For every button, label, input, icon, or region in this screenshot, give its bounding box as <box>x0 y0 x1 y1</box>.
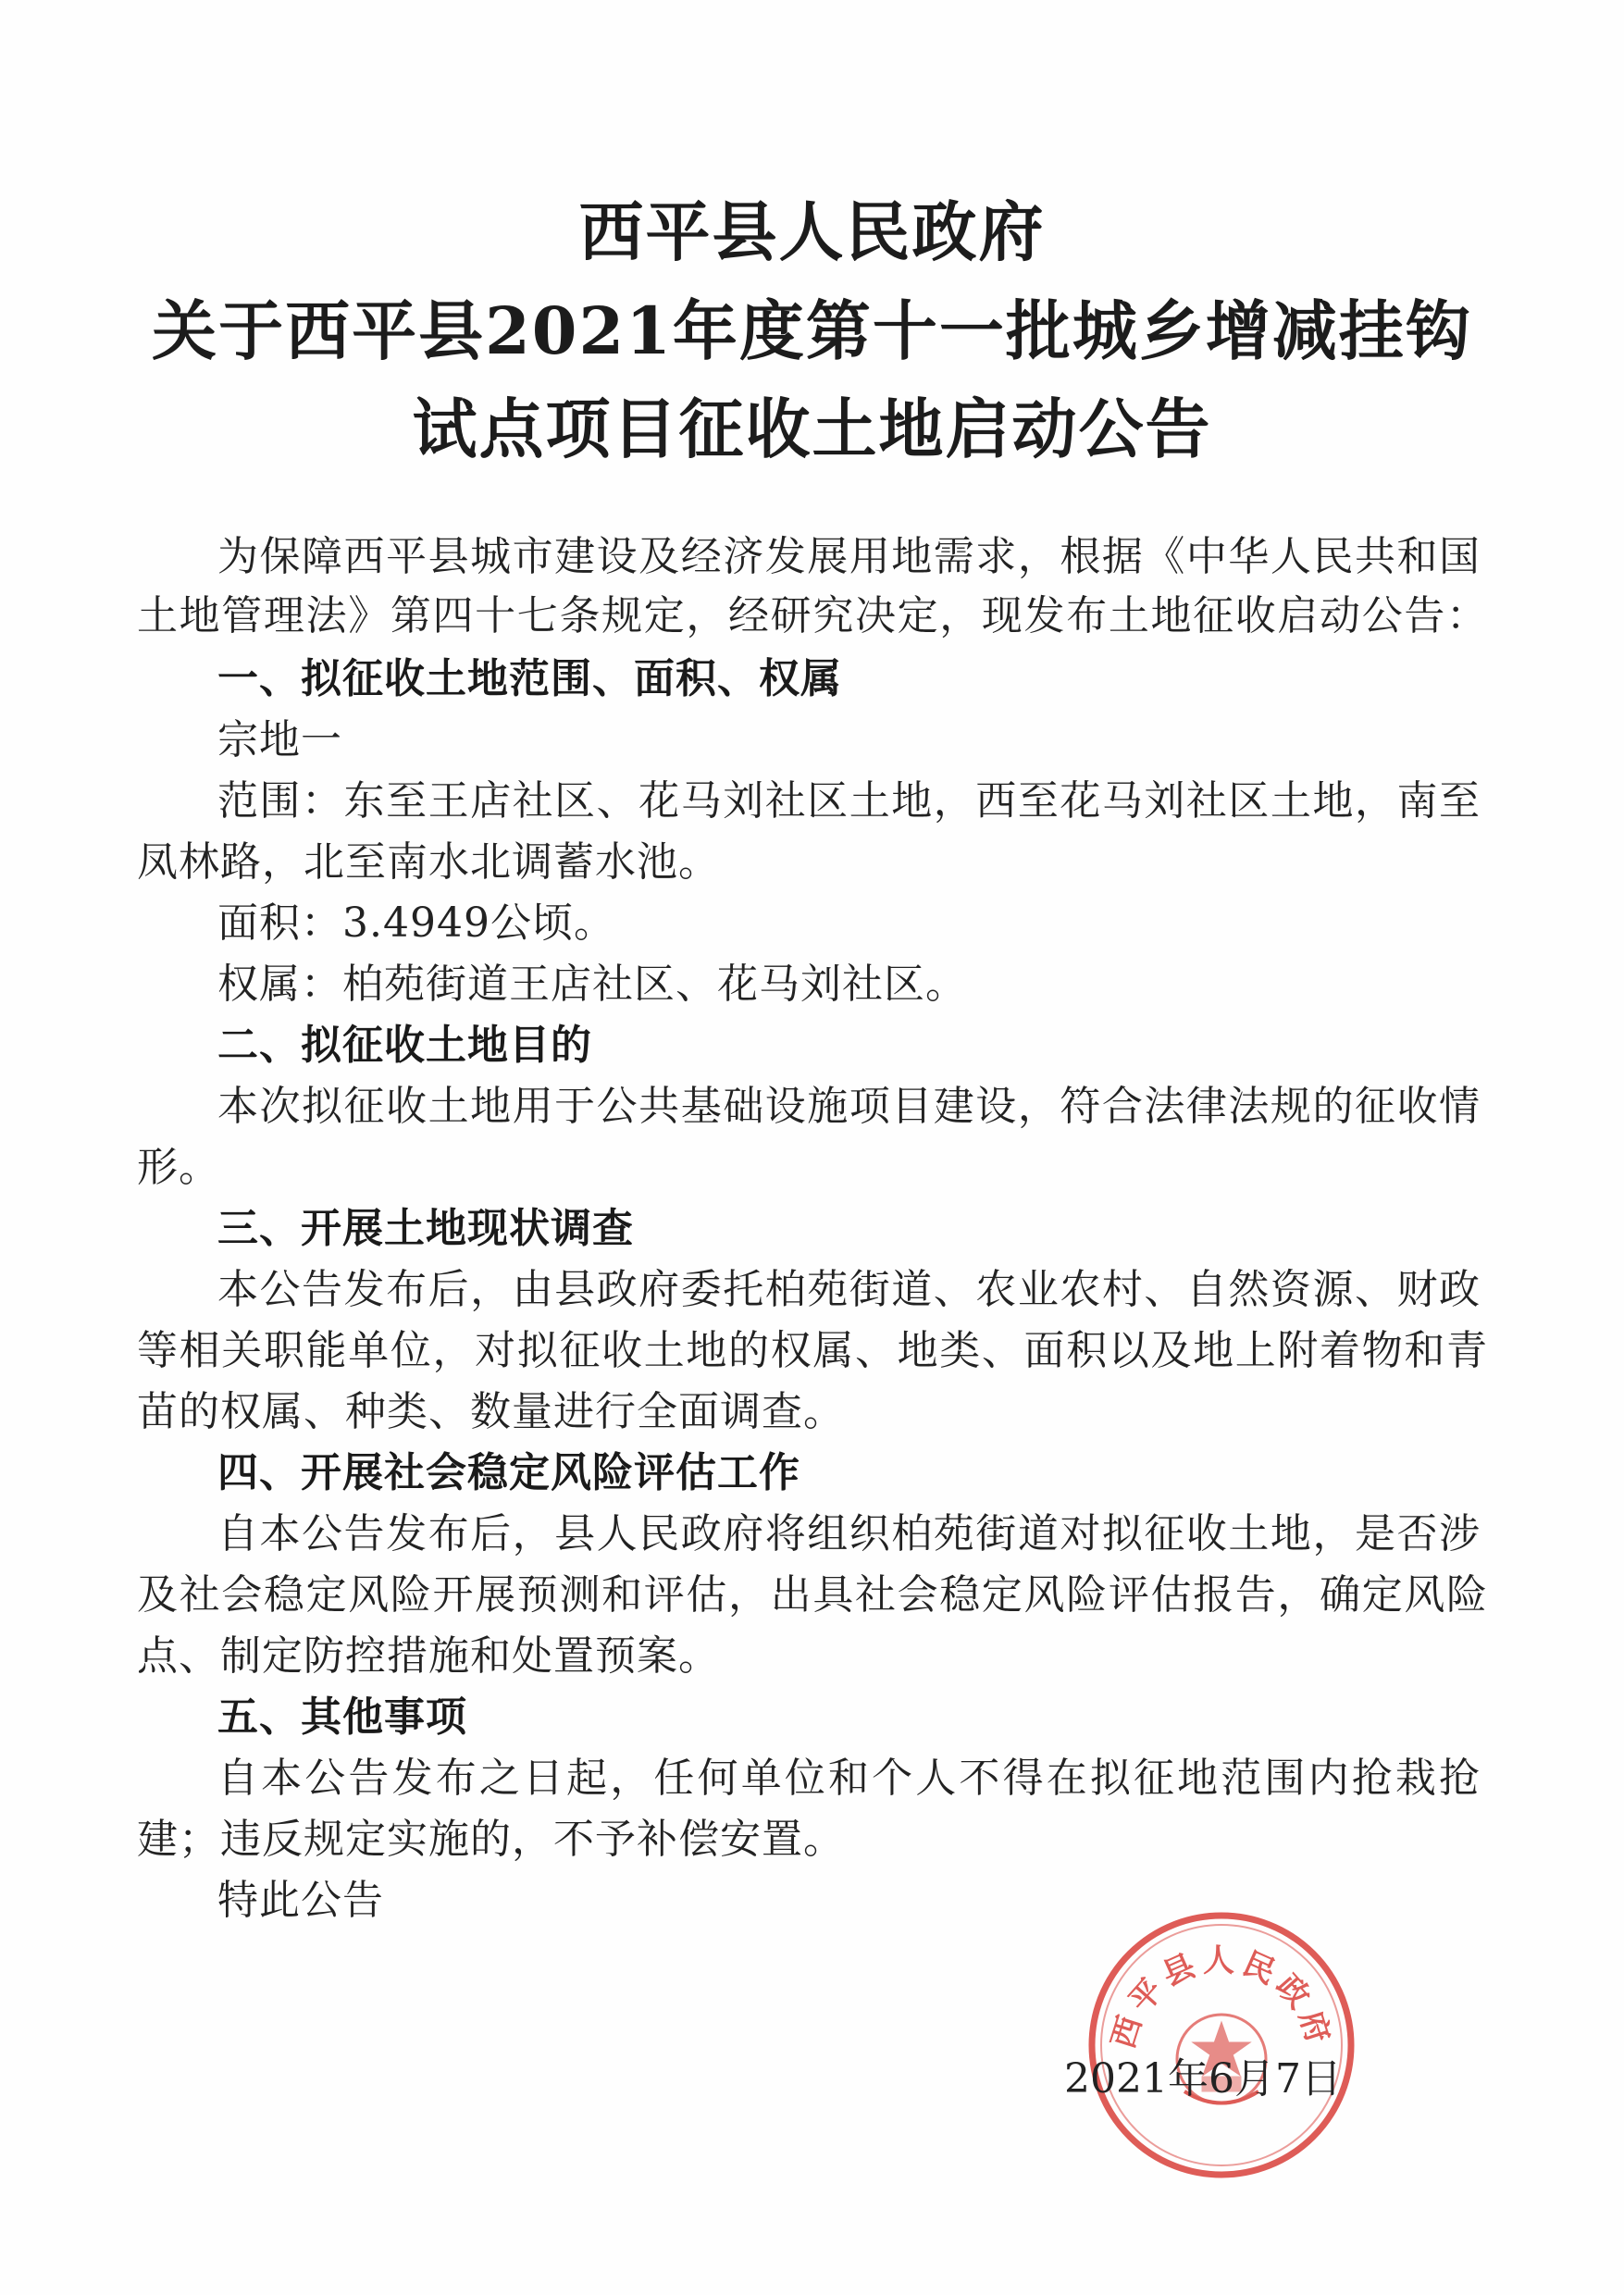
risk-line-2: 及社会稳定风险开展预测和评估，出具社会稳定风险评估报告，确定风险 <box>137 1571 1488 1619</box>
other-line-2: 建；违反规定实施的，不予补偿安置。 <box>137 1816 845 1863</box>
survey-line-3: 苗的权属、种类、数量进行全面调查。 <box>137 1388 845 1435</box>
risk-line-3: 点、制定防控措施和处置预案。 <box>137 1632 720 1680</box>
purpose-line-2: 形。 <box>137 1144 220 1191</box>
survey-line-2: 等相关职能单位，对拟征收土地的权属、地类、面积以及地上附着物和青 <box>137 1327 1488 1374</box>
plot-label: 宗地一 <box>217 716 342 763</box>
title-line-3: 试点项目征收土地启动公告 <box>412 391 1212 467</box>
purpose-line-1: 本次拟征收土地用于公共基础设施项目建设，符合法律法规的征收情 <box>217 1083 1481 1130</box>
other-line-1: 自本公告发布之日起，任何单位和个人不得在拟征地范围内抢栽抢 <box>217 1755 1481 1802</box>
closing-text: 特此公告 <box>217 1877 384 1924</box>
section-4-heading: 四、开展社会稳定风险评估工作 <box>217 1449 800 1496</box>
risk-line-1: 自本公告发布后，县人民政府将组织柏苑街道对拟征收土地，是否涉 <box>217 1510 1481 1557</box>
issue-date: 2021年6月7日 <box>1064 2055 1342 2103</box>
intro-line-1: 为保障西平县城市建设及经济发展用地需求，根据《中华人民共和国 <box>217 533 1481 580</box>
ownership-line: 权属：柏苑街道王店社区、花马刘社区。 <box>217 961 967 1008</box>
intro-line-2: 土地管理法》第四十七条规定，经研究决定，现发布土地征收启动公告： <box>137 592 1488 639</box>
area-line: 面积：3.4949公顷。 <box>217 899 615 947</box>
seal-text: 西平县人民政府 <box>1104 1942 1339 2053</box>
section-5-heading: 五、其他事项 <box>217 1693 467 1741</box>
range-line-1: 范围：东至王店社区、花马刘社区土地，西至花马刘社区土地，南至 <box>217 777 1481 825</box>
title-line-2: 关于西平县2021年度第十一批城乡增减挂钩 <box>152 292 1472 369</box>
survey-line-1: 本公告发布后，由县政府委托柏苑街道、农业农村、自然资源、财政 <box>217 1266 1481 1313</box>
section-1-heading: 一、拟征收土地范围、面积、权属 <box>217 655 842 702</box>
section-2-heading: 二、拟征收土地目的 <box>217 1022 592 1069</box>
section-3-heading: 三、开展土地现状调查 <box>217 1205 634 1252</box>
range-line-2: 凤林路，北至南水北调蓄水池。 <box>137 838 720 886</box>
title-line-1: 西平县人民政府 <box>578 193 1046 270</box>
